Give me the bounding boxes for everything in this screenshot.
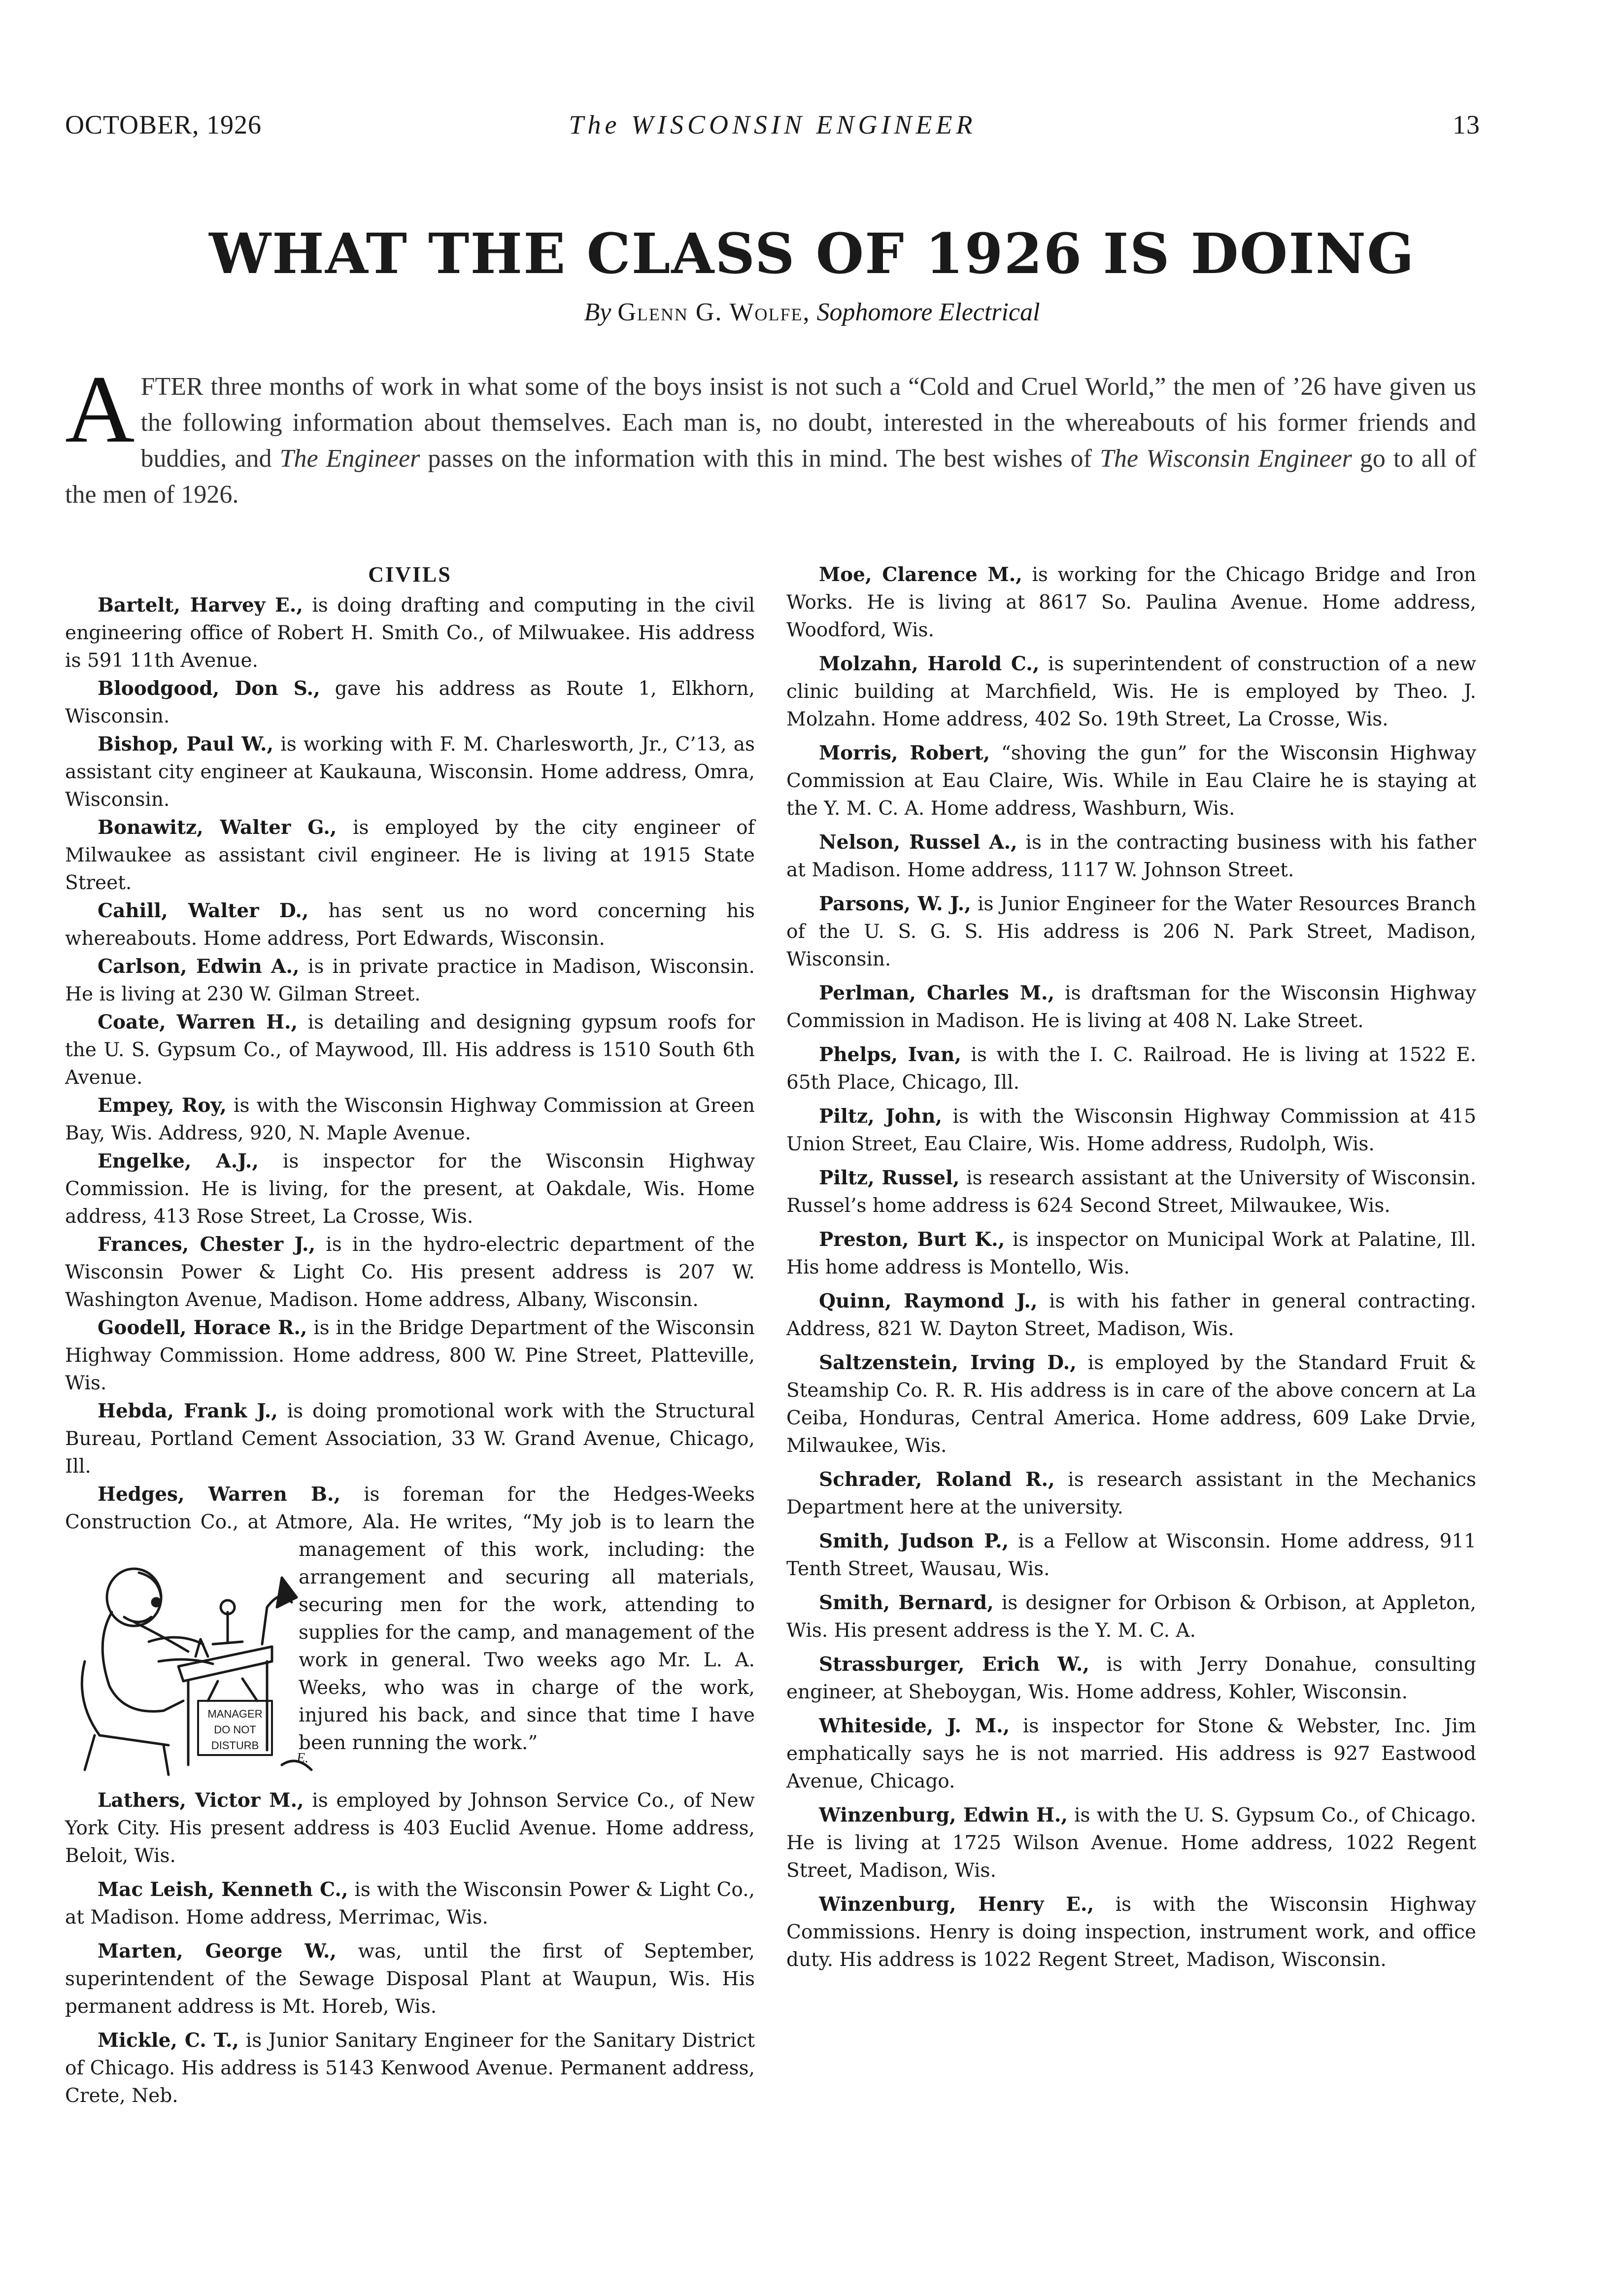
entry (786, 1589, 1476, 1645)
entry (786, 561, 1476, 644)
issue-date: OCTOBER, 1926 (65, 110, 262, 139)
entry-name: Quinn, Raymond J., (819, 1290, 1038, 1312)
entry-text: is working for the Chicago Bridge and Iron Works. He is living at 8617 So. Paulina Avenue. Home address, Woodford, Wis. (786, 564, 1476, 641)
entry-text: is detailing and designing gypsum roofs for the U. S. Gypsum Co., of Maywood, Ill. His address is 1510 South 6th Avenue. (65, 1011, 755, 1089)
entry-text: is in the contracting business with his father at Madison. Home address, 1117 W. Johnson Street. (786, 831, 1477, 881)
entry-name: Hebda, Frank J., (98, 1400, 278, 1422)
entry-text: is employed by the city engineer of Milwaukee as assistant civil engineer. He is living at 1915 State Street. (65, 817, 755, 894)
entry-text: is employed by Johnson Service Co., of New York City. His present address is 403 Euclid Avenue. Home address, Beloit, Wis. (65, 1790, 755, 1867)
entry (786, 1466, 1476, 1521)
entry-text: is with his father in general contracting. Address, 821 W. Dayton Street, Madison, Wis. (786, 1290, 1476, 1340)
entry-name: Bloodgood, Don S., (98, 677, 320, 700)
entry (65, 1314, 755, 1397)
entry-text: is research assistant in the Mechanics Department here at the university. (786, 1469, 1477, 1518)
entry-text: has sent us no word concerning his whereabouts. Home address, Port Edwards, Wisconsin. (65, 900, 755, 950)
sign-text-2: DO NOT (214, 1723, 256, 1736)
running-header (65, 109, 1480, 149)
entry (65, 814, 755, 897)
entry-text: was, until the first of September, superintendent of the Sewage Disposal Plant at Waupun, Wis. His permanent address is Mt. Horeb, Wis. (65, 1940, 755, 2018)
entry-name: Cahill, Walter D., (98, 899, 309, 922)
entry (786, 1527, 1476, 1583)
entry-name: Smith, Bernard, (819, 1591, 994, 1614)
entry-name: Nelson, Russel A., (819, 831, 1017, 854)
intro-paragraph (65, 356, 1476, 513)
entry-name: Mac Leish, Kenneth C., (98, 1878, 348, 1901)
entry-text: is Junior Sanitary Engineer for the Sanitary District of Chicago. His address is 5143 Kenwood Avenue. Permanent address, Crete, Neb. (65, 2030, 755, 2107)
entry-text: gave his address as Route 1, Elkhorn, Wisconsin. (65, 678, 755, 727)
intro-italic-2: The Wisconsin Engineer (1100, 445, 1352, 473)
entry-name: Coate, Warren H., (98, 1011, 298, 1034)
entry (786, 1287, 1476, 1343)
entry (786, 1226, 1476, 1281)
entry-text: is with Jerry Donahue, consulting engineer, at Sheboygan, Wis. Home address, Kohler, Wisconsin. (786, 1654, 1476, 1703)
entry-name: Winzenburg, Edwin H., (819, 1804, 1068, 1827)
entry (65, 675, 755, 730)
byline-prefix: By (584, 298, 611, 326)
entry (65, 1147, 755, 1231)
entry-name: Winzenburg, Henry E., (819, 1893, 1094, 1916)
entry-name: Schrader, Roland R., (819, 1468, 1055, 1491)
entry (786, 828, 1476, 884)
intro-text-1: FTER three months of work in what some of the boys insist is not such a “Cold and Cruel World,” the men of ’26 have given us the following information about themselves. Each man is, no doubt, interested in the whereabouts of his former friends and buddies, and (140, 373, 1476, 473)
left-column (65, 561, 755, 2110)
entry (786, 979, 1476, 1035)
entry-name: Piltz, Russel, (819, 1167, 960, 1189)
entry-name: Parsons, W. J., (819, 893, 971, 915)
entry-text: is foreman for the Hedges-Weeks Construction Co., at Atmore, Ala. He writes, “My job is to (65, 1483, 755, 1533)
entry (65, 730, 755, 814)
entry-text: is with the U. S. Gypsum Co., of Chicago. He is living at 1725 Wilson Avenue. Home address, 1022 Regent Street, Madison, Wis. (786, 1804, 1477, 1882)
entry-text: is doing drafting and computing in the civil engineering office of Robert H. Smith Co., of Milwuakee. His address is 591 11th Avenue. (65, 594, 755, 672)
entry-name: Engelke, A.J., (98, 1150, 259, 1172)
entry-name: Carlson, Edwin A., (98, 955, 300, 978)
entry (65, 953, 755, 1008)
entry-name: Bonawitz, Walter G., (98, 816, 337, 839)
entry-text: is with the Wisconsin Highway Commission at Green Bay, Wis. Address, 920, N. Maple Avenue. (65, 1095, 755, 1144)
entry-name: Saltzenstein, Irving D., (819, 1351, 1077, 1374)
entry-text: is with the Wisconsin Highway Commissions. Henry is doing inspection, instrument work, and office duty. His address is 1022 Regent Street, Madison, Wisconsin. (786, 1894, 1476, 1971)
entry-text: is doing promotional work with the Structural Bureau, Portland Cement Association, 33 W. Grand Avenue, Chicago, Ill. (65, 1400, 755, 1478)
entry (786, 1041, 1476, 1097)
entry (786, 1349, 1476, 1460)
entry-text: is superintendent of construction of a new clinic building at Marchfield, Wis. He is employed by Theo. J. Molzahn. Home address, 402 So. 19th Street, La Crosse, Wis. (786, 653, 1476, 730)
section-heading: CIVILS (368, 562, 452, 586)
entry (786, 890, 1476, 973)
entry-name: Perlman, Charles M., (819, 982, 1055, 1004)
entry-text: is a Fellow at Wisconsin. Home address, 911 Tenth Street, Wausau, Wis. (786, 1530, 1477, 1580)
entry (786, 1164, 1476, 1220)
entry (65, 1008, 755, 1092)
entry (786, 1103, 1476, 1158)
entry-name: Piltz, John, (819, 1105, 943, 1128)
entry-text: is in private practice in Madison, Wisconsin. He is living at 230 W. Gilman Street. (65, 956, 755, 1005)
entry-name: Whiteside, J. M., (819, 1715, 1010, 1737)
left-entry-list-after (65, 1787, 755, 2110)
entry-name: Goodell, Horace R., (98, 1316, 307, 1339)
artist-signature: E. (297, 1751, 309, 1766)
entry (786, 1801, 1476, 1885)
entry-hedges (65, 1481, 755, 1787)
entry-text: is with the I. C. Railroad. He is living at 1522 E. 65th Place, Chicago, Ill. (786, 1044, 1476, 1094)
byline (0, 298, 1624, 327)
entry (786, 1712, 1476, 1795)
entry-text: is with the Wisconsin Power & Light Co., at Madison. Home address, Merrimac, Wis. (65, 1879, 755, 1929)
entry (65, 897, 755, 953)
entry-name: Preston, Burt K., (819, 1228, 1005, 1251)
entry-text: is designer for Orbison & Orbison, at Appleton, Wis. His present address is the Y. M. C. A. (786, 1592, 1476, 1642)
entry (786, 650, 1476, 733)
sign-text-3: DISTURB (211, 1739, 259, 1752)
entry-text: is inspector for Stone & Webster, Inc. Jim emphatically says he is not married. His address is 927 Eastwood Avenue, Chicago. (786, 1715, 1476, 1792)
entry-name: Empey, Roy, (98, 1094, 227, 1117)
entry-name: Marten, George W., (98, 1940, 337, 1963)
entry (65, 591, 755, 675)
intro-italic-1: The Engineer (279, 445, 420, 473)
manager-cartoon-illustration (65, 1538, 321, 1785)
entry (65, 1231, 755, 1314)
entry-text: is inspector on Municipal Work at Palatine, Ill. His home address is Montello, Wis. (786, 1229, 1476, 1278)
drop-cap: A (65, 356, 135, 463)
entry (65, 1787, 755, 1870)
entry-name: Mickle, C. T., (98, 2029, 239, 2052)
left-entry-list (65, 591, 755, 1481)
entry (65, 1092, 755, 1147)
intro-text-3: go to all of the men of 1926. (65, 445, 1476, 509)
entry-text: is in the hydro-electric department of the Wisconsin Power & Light Co. His present address is 207 W. Washington Avenue, Madison. Home address, Albany, Wisconsin. (65, 1234, 755, 1311)
entry-text: is Junior Engineer for the Water Resources Branch of the U. S. G. S. His address is 206 N. Park Street, Madison, Wisconsin. (786, 893, 1476, 970)
sign-text-1: MANAGER (207, 1708, 263, 1720)
entry-text-continued: learn the management of this work, including: the arrangement and securing all materials, securing men for the work, attending to supplies for the camp, and management of the work in general. Two weeks ago Mr. L. A. Weeks, who was in charge of the work, injured his back, and since that time I have been running the work.” (299, 1511, 755, 1754)
right-entry-list (786, 561, 1476, 1974)
entry (65, 2027, 755, 2110)
entry-name: Lathers, Victor M., (98, 1789, 304, 1812)
entry-name: Bishop, Paul W., (98, 733, 274, 756)
entry-text: “shoving the gun” for the Wisconsin Highway Commission at Eau Claire, Wis. While in Eau Claire he is staying at the Y. M. C. A. Home address, Washburn, Wis. (786, 742, 1476, 820)
entry (786, 1651, 1476, 1706)
entry-text: is inspector for the Wisconsin Highway Commission. He is living, for the present, at Oakdale, Wis. Home address, 413 Rose Street, La Crosse, Wis. (65, 1150, 755, 1228)
manager-cartoon (33, 1538, 309, 1785)
entry (786, 739, 1476, 823)
entry-text: is draftsman for the Wisconsin Highway Commission in Madison. He is living at 408 N. Lake Street. (786, 982, 1476, 1032)
entry-name: Strassburger, Erich W., (819, 1653, 1089, 1676)
journal-title: The WISCONSIN ENGINEER (569, 110, 977, 139)
entry-name: Smith, Judson P., (819, 1530, 1009, 1552)
entry-text: is research assistant at the University of Wisconsin. Russel’s home address is 624 Second Street, Milwaukee, Wis. (786, 1167, 1476, 1217)
entry (65, 1397, 755, 1481)
entry (65, 1876, 755, 1931)
entry-text: is working with F. M. Charlesworth, Jr., C’13, as assistant city engineer at Kaukauna, Wisconsin. Home address, Omra, Wisconsin. (65, 733, 755, 811)
entry-text: is in the Bridge Department of the Wisconsin Highway Commission. Home address, 800 W. Pine Street, Platteville, Wis. (65, 1317, 755, 1394)
entry-name: Hedges, Warren B., (98, 1483, 341, 1506)
page-number: 13 (1453, 110, 1480, 139)
entry-name: Molzahn, Harold C., (819, 653, 1040, 675)
entry-name: Moe, Clarence M., (819, 563, 1022, 586)
entry-text: is employed by the Standard Fruit & Steamship Co. R. R. His address is in care of the above concern at La Ceiba, Honduras, Central America. Home address, 609 Lake Drvie, Milwaukee, Wis. (786, 1352, 1476, 1457)
intro-text-2: passes on the information with this in mind. The best wishes of (420, 445, 1100, 473)
entry-name: Frances, Chester J., (98, 1233, 316, 1256)
author-title: Sophomore Electrical (816, 298, 1040, 326)
entry-name: Bartelt, Harvey E., (98, 594, 303, 617)
entry-text: is with the Wisconsin Highway Commission at 415 Union Street, Eau Claire, Wis. Home address, Rudolph, Wis. (786, 1105, 1477, 1155)
entry-name: Morris, Robert, (819, 742, 990, 764)
entry-name: Phelps, Ivan, (819, 1043, 961, 1066)
article-title: WHAT THE CLASS OF 1926 IS DOING (209, 222, 1415, 286)
author-name: Glenn G. Wolfe, (617, 298, 811, 326)
entry (65, 1937, 755, 2021)
entry (786, 1891, 1476, 1974)
right-column (786, 561, 1476, 1974)
